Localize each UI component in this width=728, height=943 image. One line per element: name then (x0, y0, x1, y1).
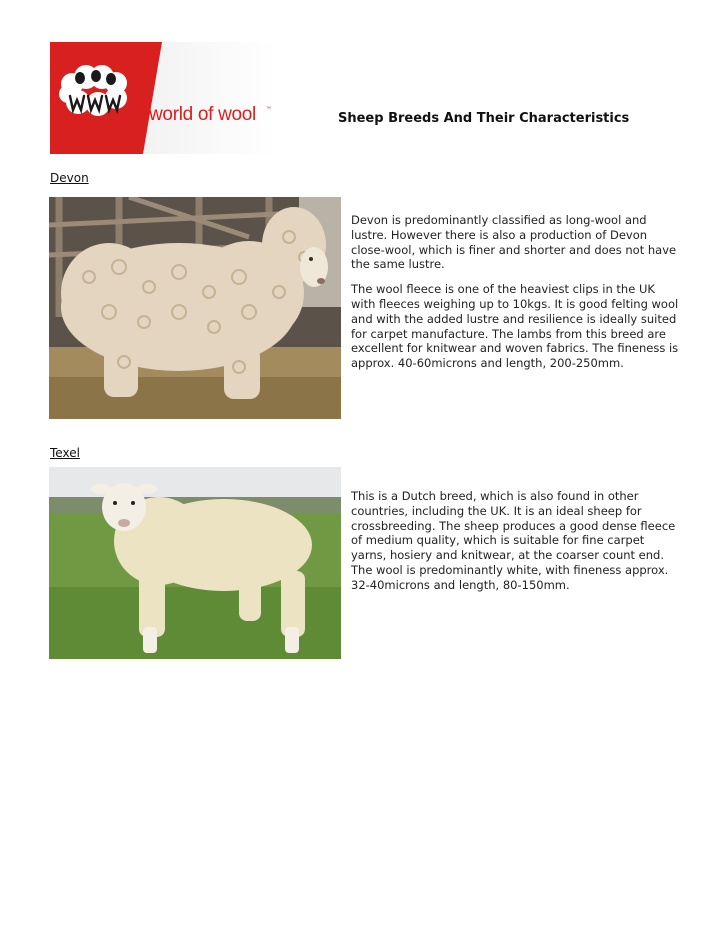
texel-sheep-photo (49, 467, 341, 659)
logo-text: world of wool (149, 104, 256, 125)
breed-description-devon (351, 213, 681, 381)
devon-paragraph-2: The wool fleece is one of the heaviest clips in the UK with fleeces weighing up to 10kgs. It is good felting wool and with the added lustre and resilience is ideally suited for carpet manufacture. The lambs from this breed are excellent for knitwear and woven fabrics. The fineness is approx. 40-60microns and length, 200-250mm. (351, 282, 679, 371)
devon-paragraph-1: Devon is predominantly classified as long-wool and lustre. However there is also a production of Devon close-wool, which is finer and shorter and does not have the same lustre. (351, 213, 677, 272)
world-of-wool-logo (50, 42, 276, 154)
breed-name-texel: Texel (50, 446, 80, 460)
breed-description-texel (351, 489, 681, 603)
sheep-logo-icon (50, 42, 276, 154)
logo-trademark: ™ (266, 106, 271, 112)
page-title: Sheep Breeds And Their Characteristics (338, 111, 630, 126)
devon-sheep-photo (49, 197, 341, 419)
texel-paragraph-1: This is a Dutch breed, which is also found in other countries, including the UK. It is an ideal sheep for crossbreeding. The sheep produces a good dense fleece of medium quality, which is suitable for fine carpet yarns, hosiery and knitwear, at the coarser count end. The wool is predominantly white, with fineness approx. 32-40microns and length, 80-150mm. (351, 489, 676, 592)
breed-name-devon: Devon (50, 171, 89, 185)
